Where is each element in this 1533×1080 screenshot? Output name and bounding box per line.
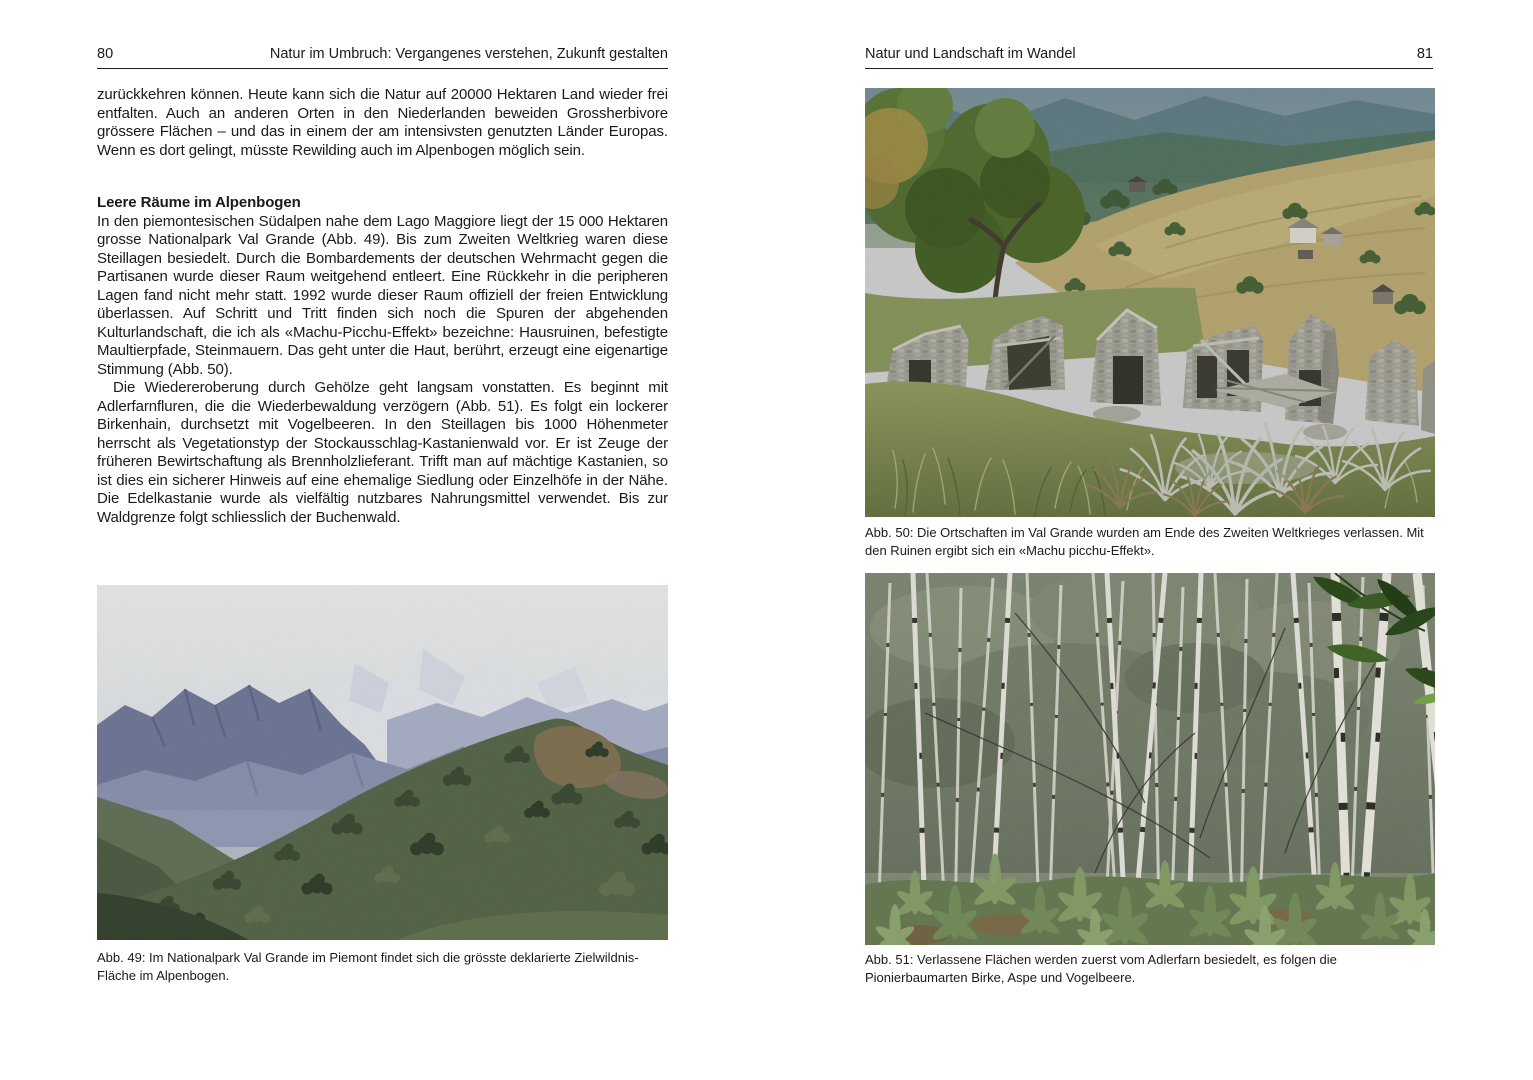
paragraph: In den piemontesischen Südalpen nahe dem Lago Maggiore liegt der 15 000 Hektaren grosse Nationalpark Val Grande (Abb. 49). Bis zum Zweiten Weltkrieg waren diese Steillagen besiedelt. Durch die Bombardements der deutschen Wehrmacht gegen die Partisanen wurde dieser Raum weitgehend entleert. Eine Rückkehr in die peripheren Lagen fand nicht mehr statt. 1992 wurde dieser Raum offiziell der freien Entwicklung überlassen. Auf Schritt und Tritt finden sich noch die Spuren der abgehenden Kulturlandschaft, die ich als «Machu-Picchu-Effekt» bezeichne: Hausruinen, befestigte Maultierpfade, Steinmauern. Das geht unter die Haut, berührt, erzeugt eine eigenartige Stimmung (Abb. 50). bbox=[97, 212, 668, 378]
figure-50-caption: Abb. 50: Die Ortschaften im Val Grande wurden am Ende des Zweiten Weltkrieges verlassen. Mit den Ruinen ergibt sich ein «Machu picchu-Effekt». bbox=[865, 525, 1424, 558]
mountain-panorama-illustration bbox=[97, 585, 668, 940]
left-running-head bbox=[97, 46, 668, 69]
right-page-number: 81 bbox=[1416, 46, 1433, 62]
section-heading: Leere Räume im Alpenbogen bbox=[97, 194, 301, 211]
left-page bbox=[97, 0, 668, 1080]
figure-49-photo bbox=[97, 585, 668, 940]
left-body-text bbox=[97, 86, 668, 527]
figure-51-photo bbox=[865, 573, 1435, 945]
birch-forest-illustration bbox=[865, 573, 1435, 945]
figure-51-caption: Abb. 51: Verlassene Flächen werden zuerst vom Adlerfarn besiedelt, es folgen die Pionierbaumarten Birke, Aspe und Vogelbeere. bbox=[865, 952, 1337, 985]
right-running-head bbox=[865, 46, 1433, 69]
left-page-number: 80 bbox=[97, 46, 114, 62]
right-running-title: Natur und Landschaft im Wandel bbox=[865, 46, 1076, 62]
paragraph: Die Wiedereroberung durch Gehölze geht langsam vonstatten. Es beginnt mit Adlerfarnfluren, die die Wiederbewaldung verzögern (Abb. 51). Es folgt ein lockerer Birkenhain, durchsetzt mit Vogelbeeren. In den Steillagen bis 1000 Höhenmeter herrscht als Vegetationstyp der Stockausschlag-Kastanienwald vor. Er ist Zeuge der früheren Bewirtschaftung als Brennholzlieferant. Trifft man auf mächtige Kastanien, so ist dies ein sicherer Hinweis auf eine ehemalige Siedlung oder Einzelhöfe in der Nähe. Die Edelkastanie wurde als vielfältig nutzbares Nahrungsmittel verwendet. Bis zur Waldgrenze folgt schliesslich der Buchenwald. bbox=[97, 379, 668, 526]
figure-50-photo bbox=[865, 88, 1435, 517]
left-running-title: Natur im Umbruch: Vergangenes verstehen, Zukunft gestalten bbox=[269, 46, 668, 62]
figure-49-caption: Abb. 49: Im Nationalpark Val Grande im Piemont findet sich die grösste deklarierte Zielwildnis-Fläche im Alpenbogen. bbox=[97, 950, 639, 983]
right-page bbox=[865, 0, 1435, 1080]
stone-ruins-illustration bbox=[865, 88, 1435, 517]
paragraph: zurückkehren können. Heute kann sich die Natur auf 20000 Hektaren Land wieder frei entfalten. Auch an anderen Orten in den Niederlanden beweiden Grossherbivore grössere Flächen – und das in einem der am intensivsten genutzten Länder Europas. Wenn es dort gelingt, müsste Rewilding auch im Alpenbogen möglich sein. bbox=[97, 86, 668, 159]
